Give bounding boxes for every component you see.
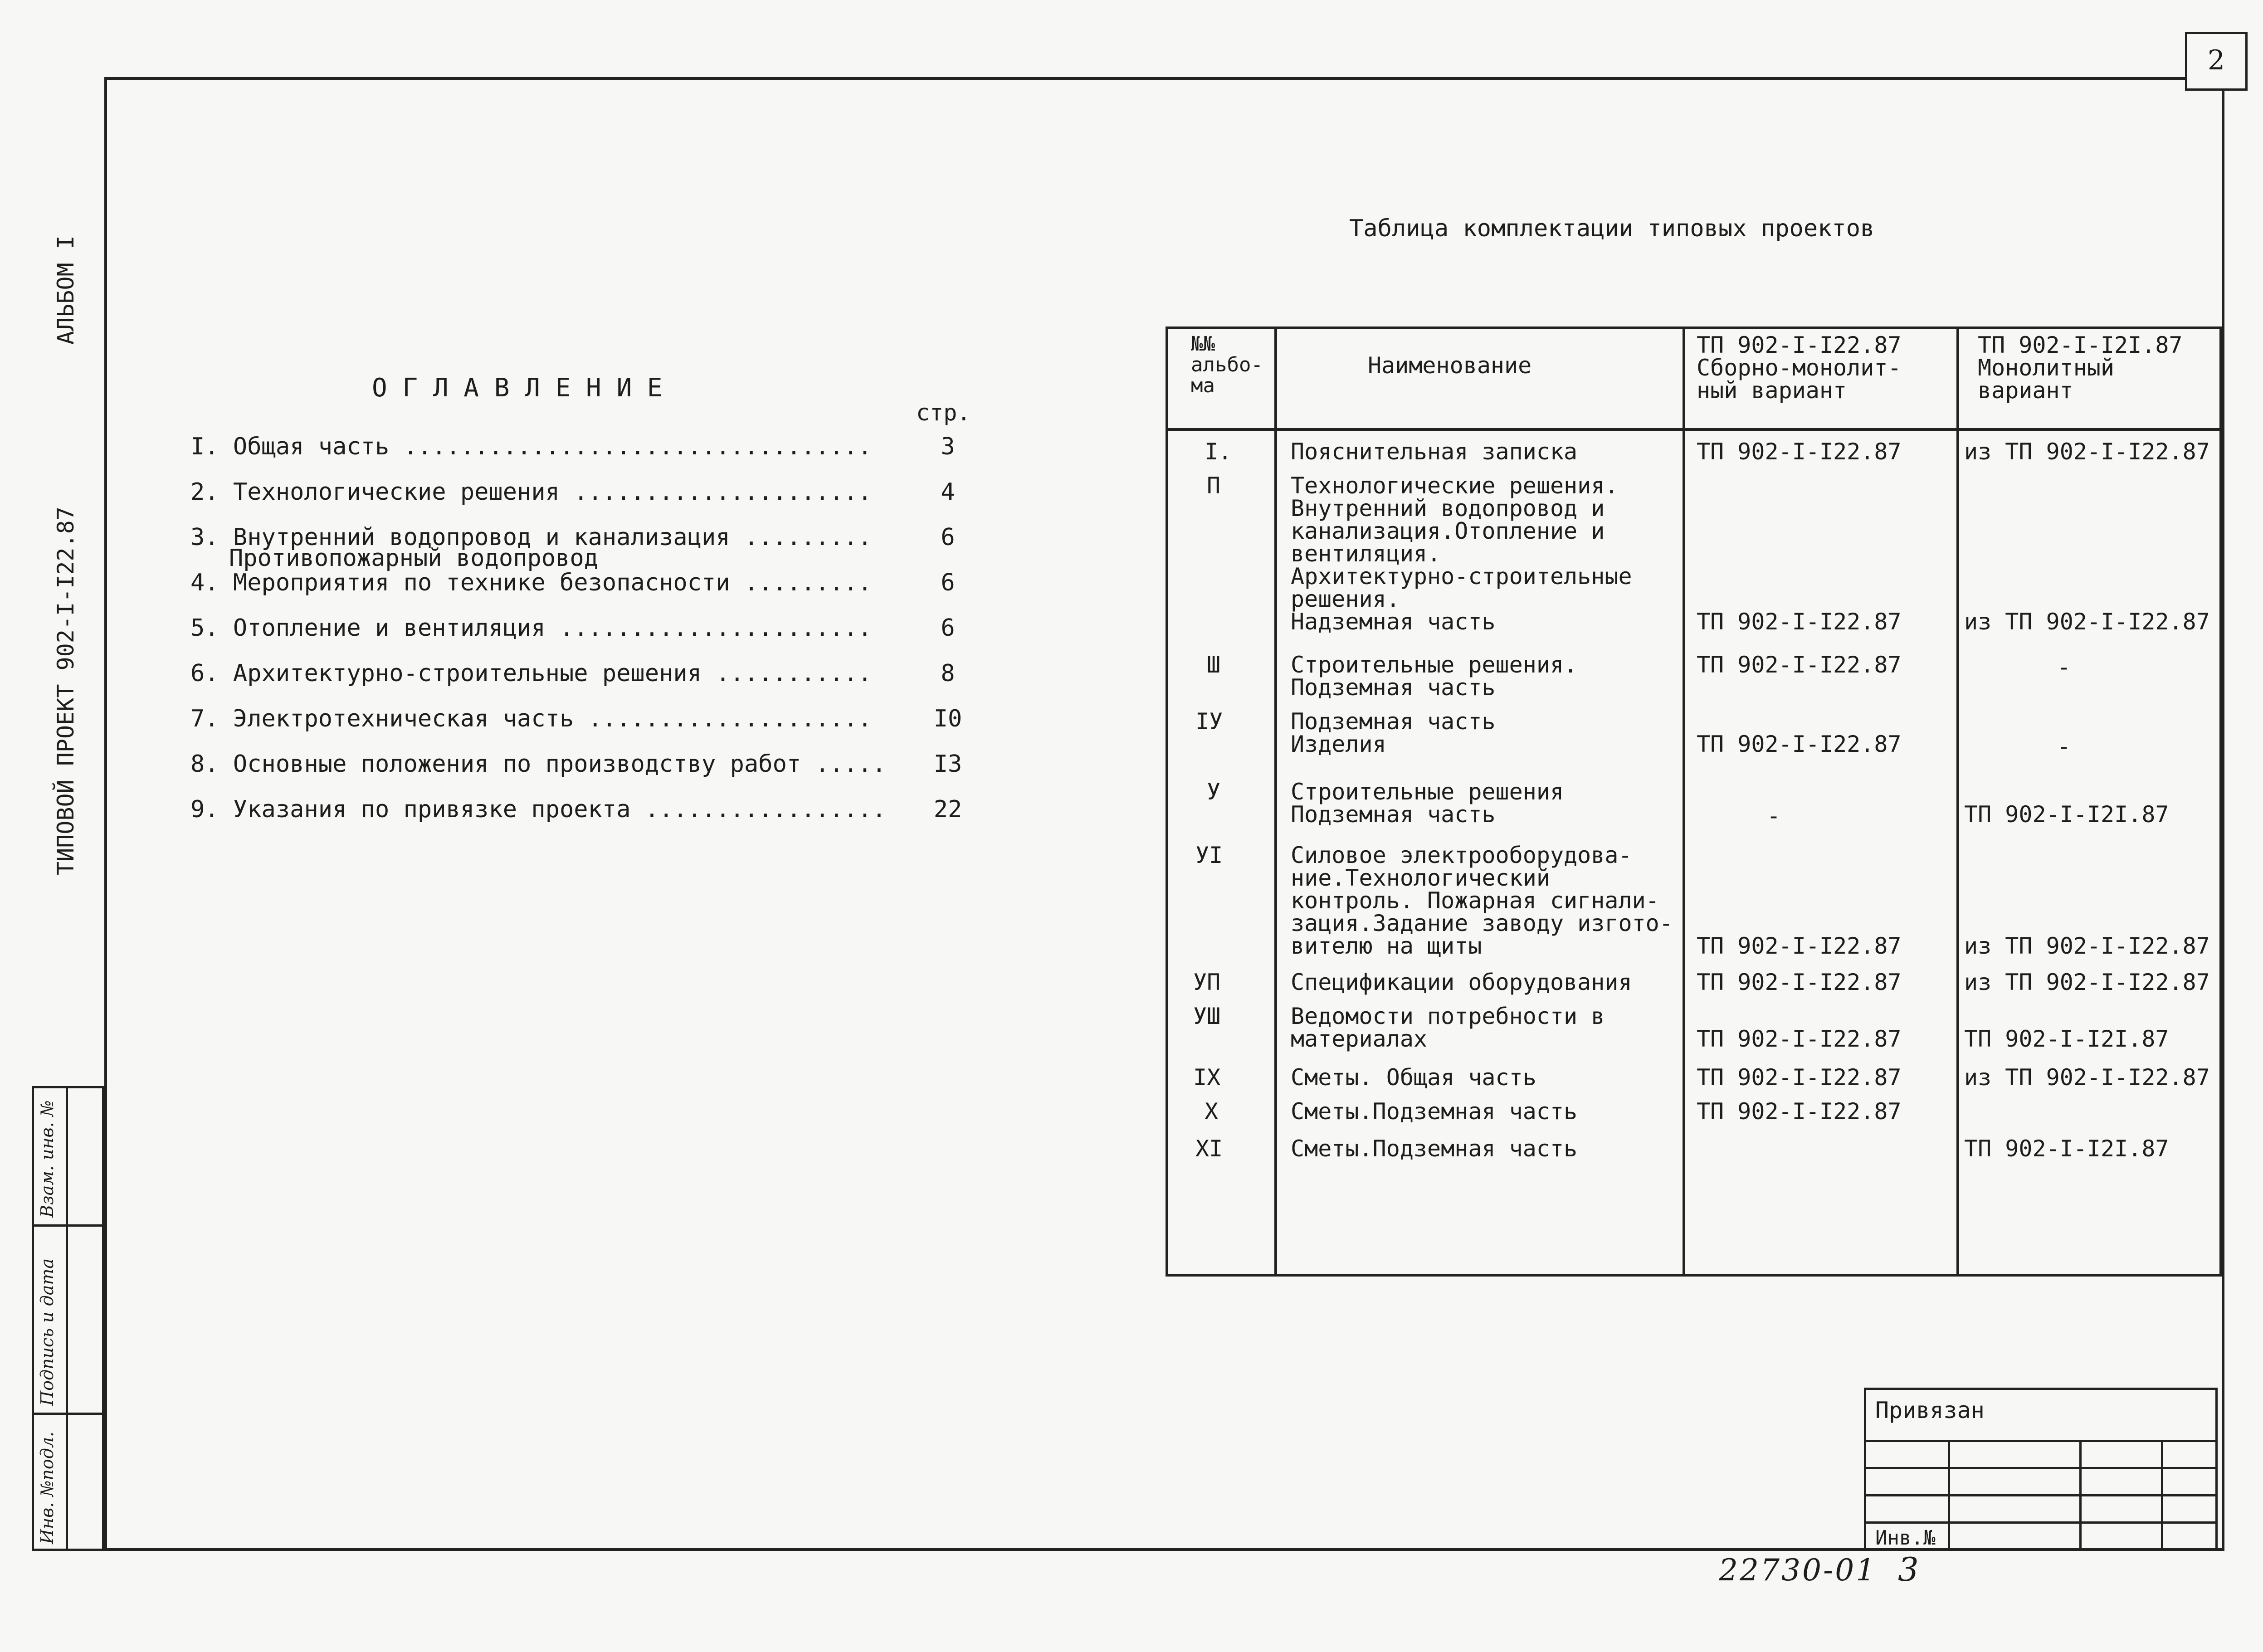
row-num: XI (1195, 1135, 1223, 1162)
toc-item-label: 6. Архитектурно-строительные решения ........... (190, 660, 872, 687)
row-name: Ведомости потребности в материалах (1291, 1003, 1605, 1052)
toc-page-header: стр. (916, 400, 971, 426)
row-col2: из ТП 902-I-I22.87 (1964, 609, 2210, 635)
footer-page: 3 (1898, 1550, 1919, 1589)
toc-item-page: I3 (933, 750, 962, 778)
row-col1: - (1767, 803, 1781, 829)
toc-item-label: 5. Отопление и вентиляция ...................... (190, 614, 872, 642)
row-num: П (1207, 473, 1221, 499)
row-name: Сметы. Общая часть (1291, 1064, 1536, 1091)
row-name: Спецификации оборудования (1291, 969, 1632, 995)
footer-code: 22730-01 (1719, 1553, 1877, 1588)
toc-item-sublabel: Противопожарный водопровод (229, 545, 598, 572)
toc-item-page: 6 (941, 614, 955, 642)
row-col2: ТП 902-I-I2I.87 (1964, 1026, 2169, 1052)
row-num: IУ (1195, 708, 1223, 735)
toc-item (190, 614, 989, 646)
header-col2: ТП 902-I-I2I.87 Монолитный вариант (1978, 332, 2183, 404)
toc-item-page: I0 (933, 705, 962, 732)
row-num: X (1205, 1098, 1219, 1125)
row-name: Пояснительная записка (1291, 439, 1578, 465)
row-col1: ТП 902-I-I22.87 (1697, 731, 1902, 757)
row-name: Сметы.Подземная часть (1291, 1135, 1578, 1162)
toc-item-label: 8. Основные положения по производству работ ..... (190, 750, 887, 778)
row-col1: ТП 902-I-I22.87 (1697, 652, 1902, 678)
row-num: УI (1195, 842, 1223, 868)
row-num: УП (1193, 969, 1221, 995)
row-name: Строительные решения Подземная часть (1291, 779, 1564, 828)
toc-item-label: 2. Технологические решения ..................... (190, 478, 872, 506)
row-num: У (1207, 779, 1221, 805)
row-col1: ТП 902-I-I22.87 (1697, 933, 1902, 959)
toc-item (190, 705, 989, 737)
row-col1: ТП 902-I-I22.87 (1697, 1064, 1902, 1091)
toc-item (190, 660, 989, 692)
row-num: УШ (1193, 1003, 1221, 1029)
toc-item (190, 750, 989, 782)
toc-item-page: 3 (941, 433, 955, 460)
row-name: Сметы.Подземная часть (1291, 1098, 1578, 1125)
row-col2: ТП 902-I-I2I.87 (1964, 1135, 2169, 1162)
row-col2: из ТП 902-I-I22.87 (1964, 1064, 2210, 1091)
row-name: Строительные решения. Подземная часть (1291, 652, 1578, 701)
binding-strip (32, 1086, 104, 1551)
row-num: I. (1205, 439, 1232, 465)
row-col2: из ТП 902-I-I22.87 (1964, 933, 2210, 959)
toc-item (190, 796, 989, 828)
header-col1: ТП 902-I-I22.87 Сборно-монолит- ный вариант (1697, 332, 1902, 404)
row-col1: ТП 902-I-I22.87 (1697, 439, 1902, 465)
binding-stamp (1864, 1388, 2218, 1551)
row-col1: ТП 902-I-I22.87 (1697, 1098, 1902, 1125)
row-col2: из ТП 902-I-I22.87 (1964, 439, 2210, 465)
strip-sign-label: Подпись и дата (37, 1258, 57, 1406)
toc-item-label: 9. Указания по привязке проекта ................. (190, 796, 887, 823)
row-col2: ТП 902-I-I2I.87 (1964, 801, 2169, 828)
project-label: ТИПОВОЙ ПРОЕКТ 902-I-I22.87 (53, 507, 79, 875)
album-table (1166, 327, 2222, 1277)
row-num: Ш (1207, 652, 1221, 678)
header-name: Наименование (1368, 352, 1532, 379)
toc-item-label: 4. Мероприятия по технике безопасности ......... (190, 569, 872, 596)
row-col2: - (2057, 654, 2071, 680)
row-name: Подземная часть Изделия (1291, 708, 1496, 757)
strip-replace-label: Взам. инв. № (37, 1100, 57, 1218)
row-col2: из ТП 902-I-I22.87 (1964, 969, 2210, 995)
row-col1: ТП 902-I-I22.87 (1697, 1026, 1902, 1052)
toc-item-label: I. Общая часть ................................. (190, 433, 872, 460)
toc-item (190, 569, 989, 601)
row-num: IX (1193, 1064, 1221, 1091)
stamp-inv-label: Инв.№ (1875, 1526, 1936, 1550)
stamp-bound-label: Привязан (1875, 1397, 1985, 1423)
toc-item-label: 3. Внутренний водопровод и канализация ......... (190, 524, 872, 551)
toc-item-page: 4 (941, 478, 955, 506)
sheet-number: 2 (2207, 44, 2225, 76)
row-col1: ТП 902-I-I22.87 (1697, 969, 1902, 995)
album-label: АЛЬБОМ I (53, 235, 79, 345)
toc-item-page: 8 (941, 660, 955, 687)
row-name: Технологические решения. Внутренний водопровод и канализация.Отопление и вентиляция. Архитектурно-строительные решения. Надземная часть (1291, 473, 1632, 635)
toc-item-page: 6 (941, 524, 955, 551)
table-title: Таблица комплектации типовых проектов (1349, 215, 1875, 242)
row-name: Силовое электрооборудова- ние.Технологический контроль. Пожарная сигнали- зация.Задание заводу изгото- вителю на щиты (1291, 842, 1673, 959)
toc-item-label: 7. Электротехническая часть .................... (190, 705, 872, 732)
toc-item-page: 6 (941, 569, 955, 596)
strip-inv-label: Инв. №подл. (37, 1431, 57, 1544)
header-num: №№ альбо- ма (1191, 332, 1263, 397)
row-col2: - (2057, 733, 2071, 760)
row-col1: ТП 902-I-I22.87 (1697, 609, 1902, 635)
toc-item (190, 478, 989, 510)
toc-item-page: 22 (933, 796, 962, 823)
toc-title: О Г Л А В Л Е Н И Е (372, 373, 663, 403)
toc-item (190, 433, 989, 465)
sheet-number-box (2185, 32, 2248, 91)
